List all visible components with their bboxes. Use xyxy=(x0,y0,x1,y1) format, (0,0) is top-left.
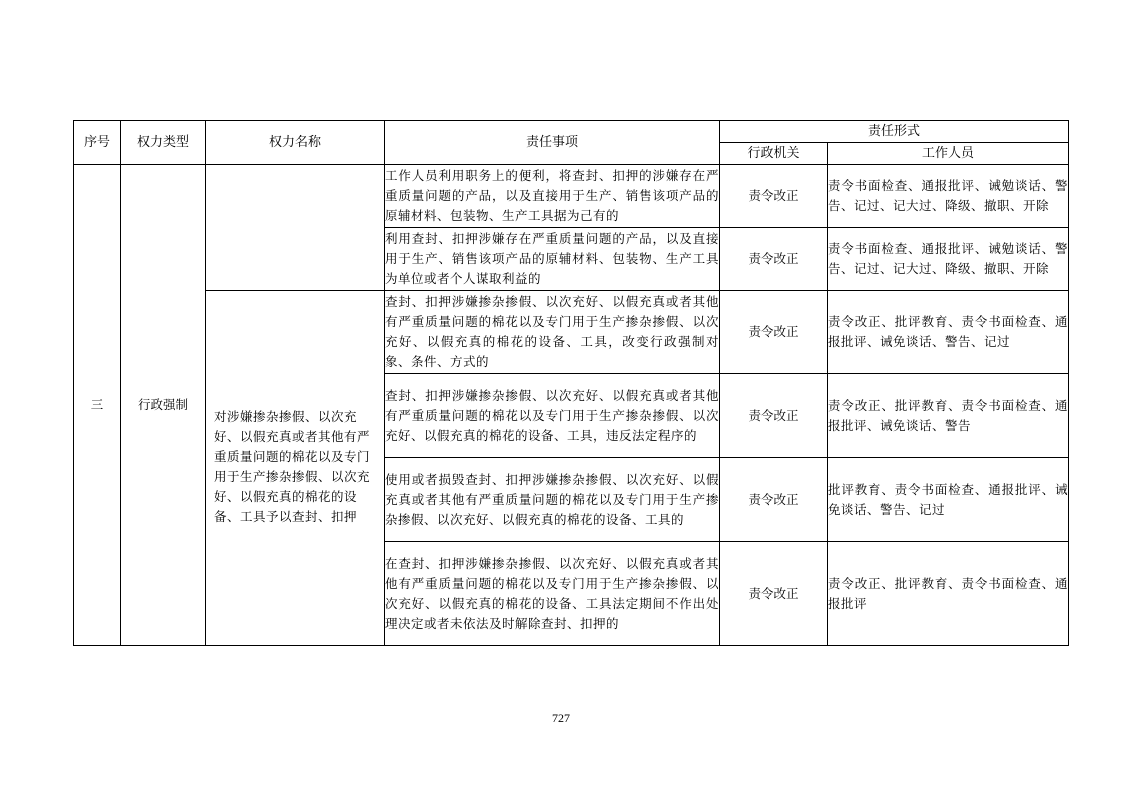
power-name-cell: 对涉嫌掺杂掺假、以次充好、以假充真或者其他有严重质量问题的棉花以及专门用于生产掺杂掺假、以次充好、以假充真的棉花的设备、工具予以查封、扣押 xyxy=(206,291,385,646)
admin-cell: 责令改正 xyxy=(720,458,828,542)
header-staff: 工作人员 xyxy=(828,143,1069,165)
duty-cell: 查封、扣押涉嫌掺杂掺假、以次充好、以假充真或者其他有严重质量问题的棉花以及专门用于生产掺杂掺假、以次充好、以假充真的棉花的设备、工具，违反法定程序的 xyxy=(385,374,720,458)
seq-cell: 三 xyxy=(74,165,121,646)
admin-cell: 责令改正 xyxy=(720,291,828,374)
header-row-1 xyxy=(74,121,1069,143)
responsibility-table xyxy=(73,120,1069,646)
staff-cell: 责令书面检查、通报批评、诫勉谈话、警告、记过、记大过、降级、撤职、开除 xyxy=(828,228,1069,291)
admin-cell: 责令改正 xyxy=(720,228,828,291)
table-row xyxy=(74,291,1069,374)
staff-cell: 责令书面检查、通报批评、诫勉谈话、警告、记过、记大过、降级、撤职、开除 xyxy=(828,165,1069,228)
power-name-empty-cell xyxy=(206,165,385,291)
admin-cell: 责令改正 xyxy=(720,542,828,646)
header-admin: 行政机关 xyxy=(720,143,828,165)
admin-cell: 责令改正 xyxy=(720,374,828,458)
header-duty: 责任事项 xyxy=(385,121,720,165)
admin-cell: 责令改正 xyxy=(720,165,828,228)
header-form: 责任形式 xyxy=(720,121,1069,143)
staff-cell: 批评教育、责令书面检查、通报批评、诫免谈话、警告、记过 xyxy=(828,458,1069,542)
duty-cell: 利用查封、扣押涉嫌存在严重质量问题的产品，以及直接用于生产、销售该项产品的原辅材料、包装物、生产工具为单位或者个人谋取利益的 xyxy=(385,228,720,291)
header-power-type: 权力类型 xyxy=(121,121,206,165)
staff-cell: 责令改正、批评教育、责令书面检查、通报批评、诫免谈话、警告、记过 xyxy=(828,291,1069,374)
staff-cell: 责令改正、批评教育、责令书面检查、通报批评、诫免谈话、警告 xyxy=(828,374,1069,458)
duty-cell: 查封、扣押涉嫌掺杂掺假、以次充好、以假充真或者其他有严重质量问题的棉花以及专门用于生产掺杂掺假、以次充好、以假充真的棉花的设备、工具，改变行政强制对象、条件、方式的 xyxy=(385,291,720,374)
page-number: 727 xyxy=(552,711,570,725)
table-row xyxy=(74,165,1069,228)
power-type-cell: 行政强制 xyxy=(121,165,206,646)
staff-cell: 责令改正、批评教育、责令书面检查、通报批评 xyxy=(828,542,1069,646)
duty-cell: 使用或者损毁查封、扣押涉嫌掺杂掺假、以次充好、以假充真或者其他有严重质量问题的棉花以及专门用于生产掺杂掺假、以次充好、以假充真的棉花的设备、工具的 xyxy=(385,458,720,542)
duty-cell: 在查封、扣押涉嫌掺杂掺假、以次充好、以假充真或者其他有严重质量问题的棉花以及专门用于生产掺杂掺假、以次充好、以假充真的棉花的设备、工具法定期间不作出处理决定或者未依法及时解除查封、扣押的 xyxy=(385,542,720,646)
duty-cell: 工作人员利用职务上的便利，将查封、扣押的涉嫌存在严重质量问题的产品，以及直接用于生产、销售该项产品的原辅材料、包装物、生产工具据为己有的 xyxy=(385,165,720,228)
header-seq: 序号 xyxy=(74,121,121,165)
header-power-name: 权力名称 xyxy=(206,121,385,165)
